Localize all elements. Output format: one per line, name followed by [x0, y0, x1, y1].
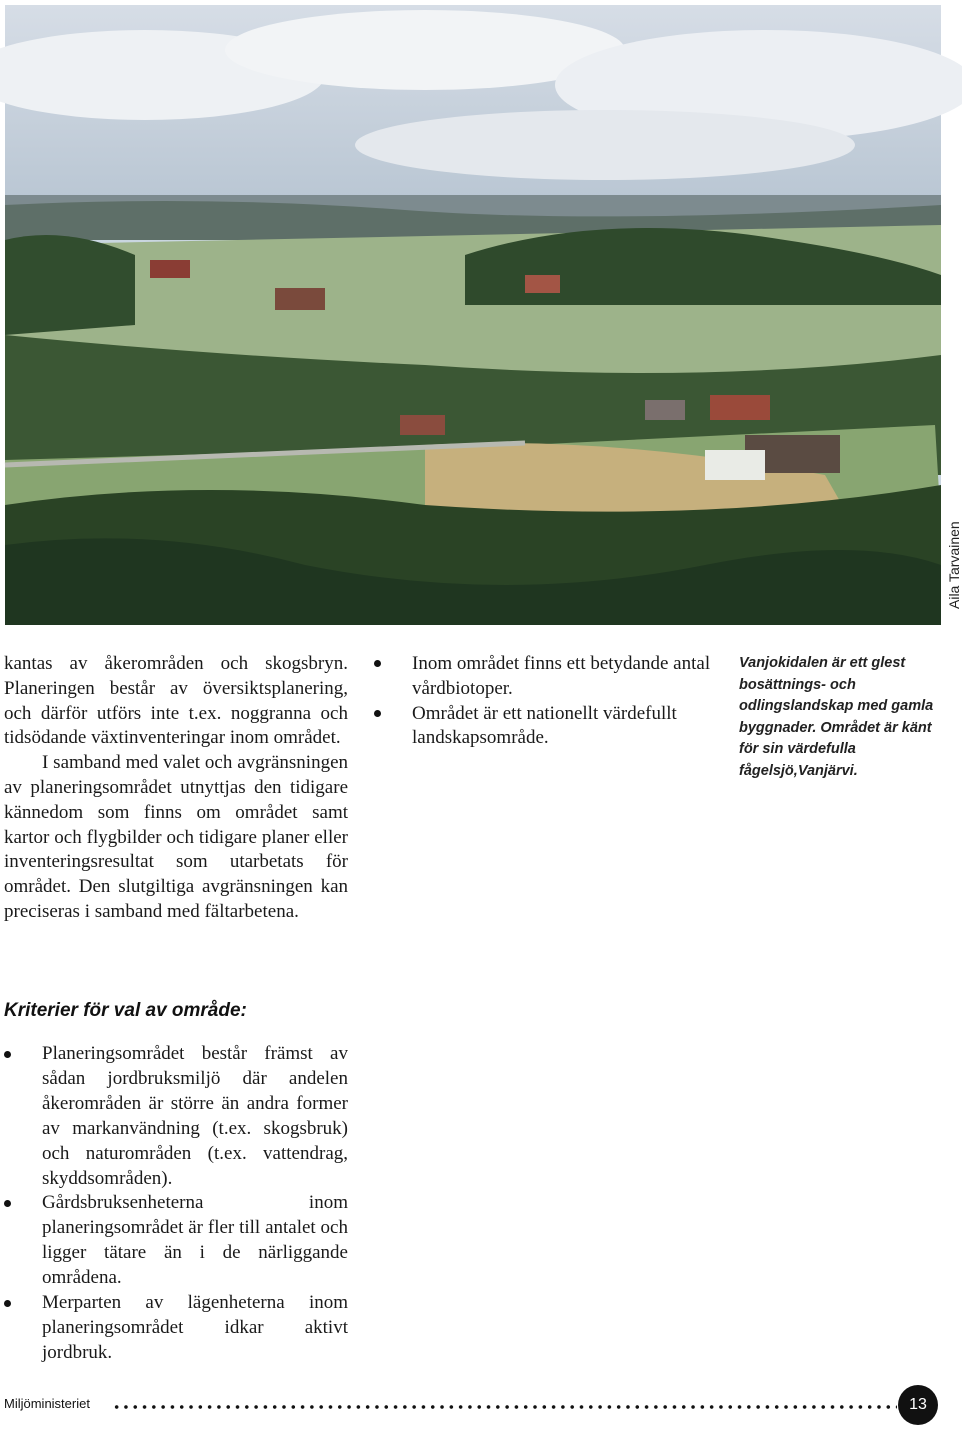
criteria-heading: Kriterier för val av område:: [4, 1000, 247, 1021]
body-paragraph-2: I samband med valet och avgränsningen av planeringsområdet utnyttjas den tidigare kännedom som finns om området samt kartor och flygbilder och tidigare planer eller inventeringsresultat som utarbetats för området. Den slutgiltiga avgränsningen kan preciseras i samband med fältarbetena.: [4, 752, 348, 922]
bullet-icon: [374, 660, 381, 667]
body-paragraph-1: kantas av åkerområden och skogsbryn. Planeringen består av översiktsplanering, och därför utförs inte t.ex. noggranna och tidsödande växtinventeringar inom området.: [4, 653, 348, 749]
bullet-icon: [4, 1300, 11, 1307]
bullet-icon: [374, 710, 381, 717]
photo-caption: Vanjokidalen är ett glest bosättnings- och odlingslandskap med gamla byggnader. Området är känt för sin värdefulla fågelsjö,Vanjärvi.: [739, 655, 934, 779]
landscape-photo: [5, 5, 941, 625]
publisher-name: Miljöministeriet: [4, 1396, 90, 1411]
photo-credit-text: Aila Tarvainen: [946, 521, 962, 609]
list-item: Inom området finns ett betydande antal vårdbiotoper.: [374, 652, 724, 702]
list-item: Planeringsområdet består främst av sådan jordbruksmiljö där andelen åkerområden är större än andra former av markanvändning (t.ex. skogsbruk) och naturområden (t.ex. vattendrag, skyddsområden).: [4, 1042, 348, 1191]
list-item: Merparten av lägenheterna inom planeringsområdet idkar aktivt jordbruk.: [4, 1291, 348, 1366]
bullet-icon: [4, 1200, 11, 1207]
list-item: Området är ett nationellt värdefullt landskapsområde.: [374, 702, 724, 752]
list-item: Gårdsbruksenheterna inom planeringsområdet är fler till antalet och ligger tätare än i de närliggande områdena.: [4, 1191, 348, 1291]
dotted-leader: [112, 1405, 897, 1409]
body-column-middle: [374, 652, 724, 751]
body-column-left: [4, 652, 348, 925]
page-number-badge: 13: [898, 1385, 938, 1425]
bullet-icon: [4, 1051, 11, 1058]
criteria-section: [4, 1042, 348, 1366]
value-bullet-list: [374, 652, 724, 751]
page-footer: [4, 1385, 944, 1425]
criteria-list: [4, 1042, 348, 1366]
photo-credit: [944, 5, 960, 625]
